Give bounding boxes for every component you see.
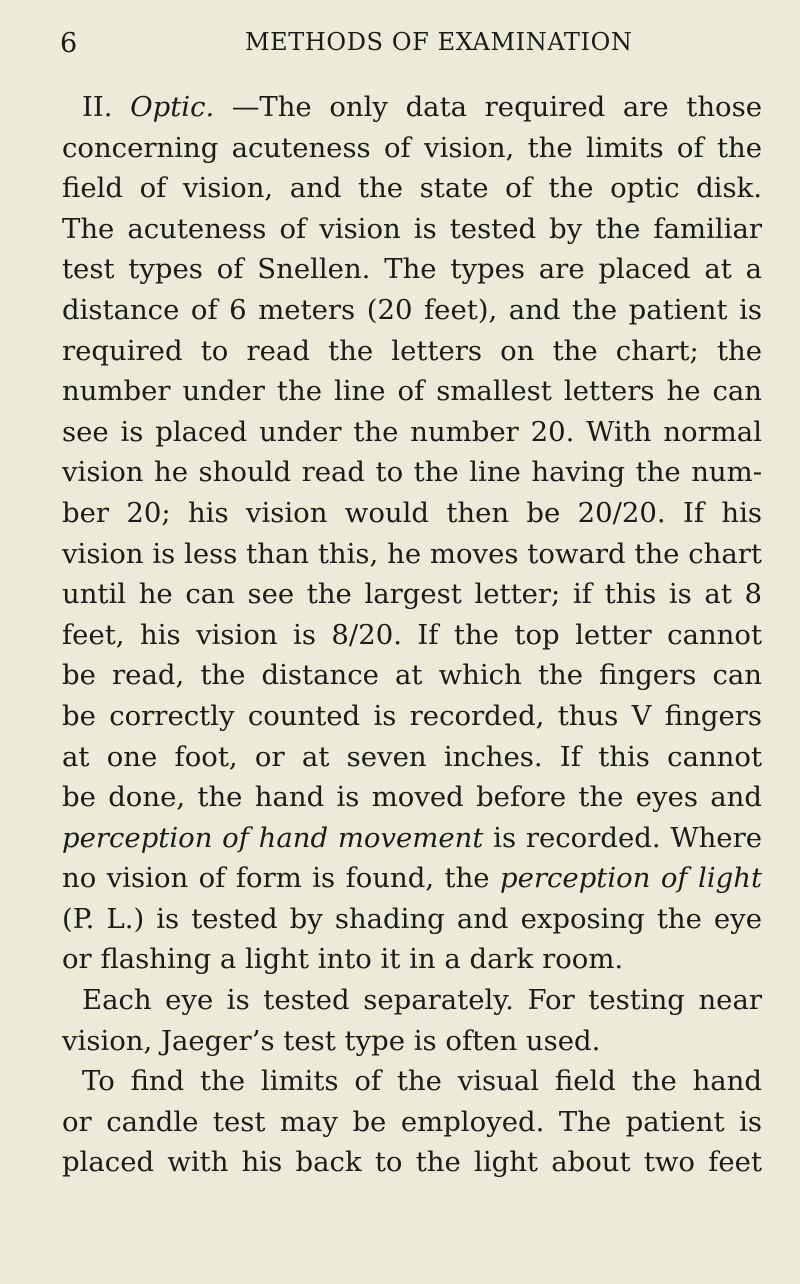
- text-line: II. Optic. —The only data required are those: [82, 91, 762, 123]
- text-line: feet, his vision is 8/20. If the top letter cannot: [62, 618, 762, 651]
- text-line: perception of hand movement is recorded. Where: [62, 821, 762, 854]
- text-line: (P. L.) is tested by shading and exposing the eye: [62, 902, 762, 935]
- text-line: required to read the letters on the chart; the: [62, 334, 762, 367]
- text-line: at one foot, or at seven inches. If this cannot: [62, 740, 762, 773]
- page-header: [60, 28, 760, 68]
- running-title: METHODS OF EXAMINATION: [245, 28, 633, 56]
- text-line: be done, the hand is moved before the eyes and: [62, 781, 762, 814]
- text-line: To find the limits of the visual field the hand: [82, 1065, 762, 1098]
- text-line: vision is less than this, he moves toward the chart: [62, 537, 762, 570]
- text-line: concerning acuteness of vision, the limits of the: [62, 131, 762, 164]
- text-line: until he can see the largest letter; if this is at 8: [62, 578, 762, 611]
- text-line: vision, Jaeger’s test type is often used.: [62, 1024, 601, 1057]
- text-line: no vision of form is found, the perception of light: [62, 862, 762, 895]
- text-line: Each eye is tested separately. For testing near: [82, 984, 762, 1017]
- text-line: distance of 6 meters (20 feet), and the patient is: [62, 293, 762, 326]
- text-line: see is placed under the number 20. With normal: [62, 415, 762, 448]
- page-number: 6: [60, 28, 78, 59]
- text-line: The acuteness of vision is tested by the familiar: [62, 212, 762, 245]
- text-line: number under the line of smallest letters he can: [62, 375, 762, 408]
- text-line: be correctly counted is recorded, thus V fingers: [62, 699, 762, 732]
- text-line: ber 20; his vision would then be 20/20. If his: [62, 496, 762, 529]
- text-line: or flashing a light into it in a dark room.: [62, 943, 624, 976]
- text-line: test types of Snellen. The types are placed at a: [62, 253, 762, 286]
- text-line: or candle test may be employed. The patient is: [62, 1105, 762, 1138]
- text-line: field of vision, and the state of the optic disk.: [62, 172, 762, 205]
- text-line: be read, the distance at which the fingers can: [62, 659, 762, 692]
- text-line: vision he should read to the line having the num-: [62, 456, 762, 489]
- text-line: placed with his back to the light about two feet: [62, 1146, 762, 1179]
- body-text: [62, 87, 762, 1183]
